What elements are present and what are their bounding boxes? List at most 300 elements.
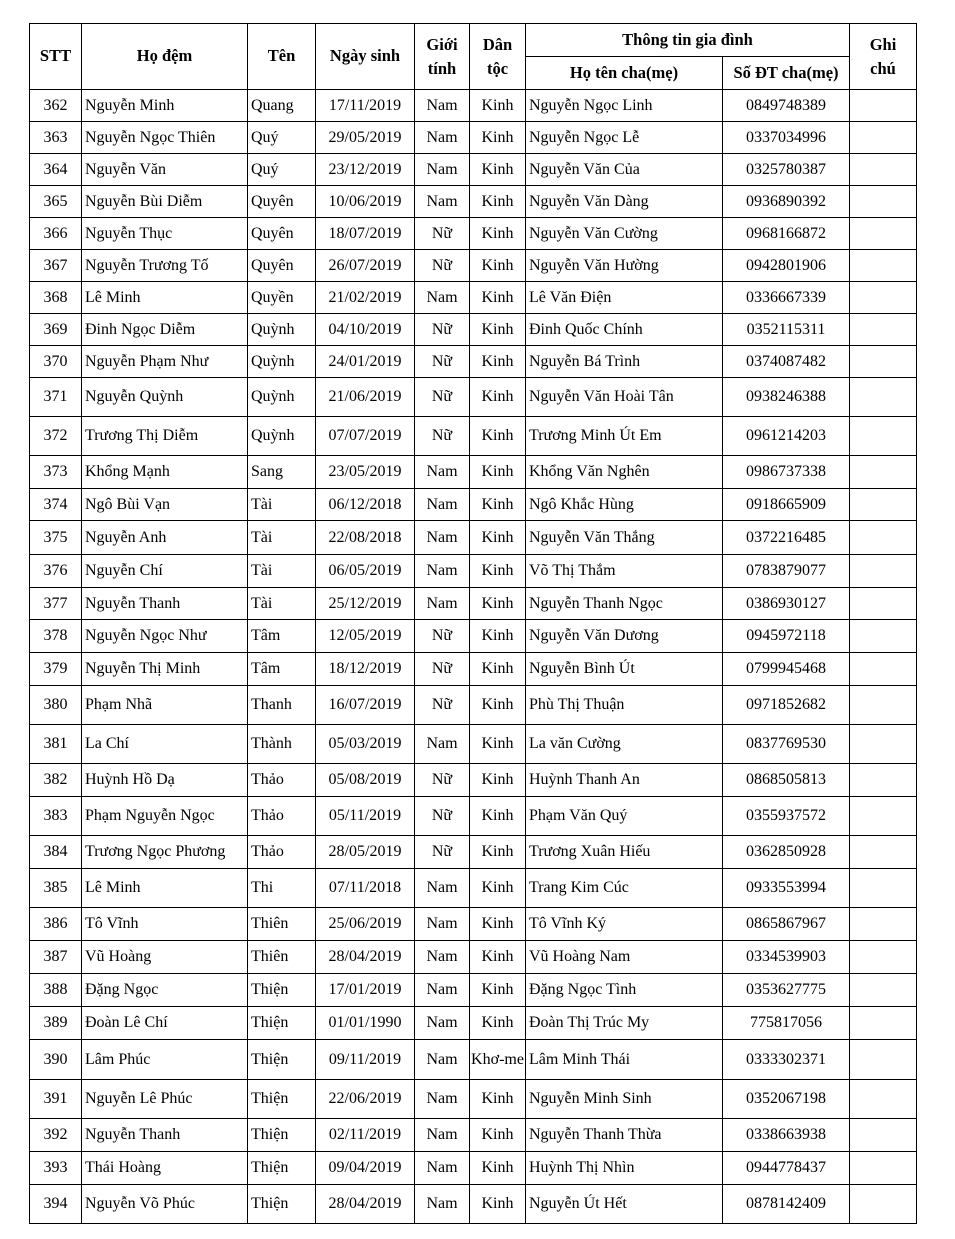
header-ghi-chu-line1: Ghi [869,34,897,54]
cell-ho-dem: Thái Hoàng [82,1152,248,1185]
cell-dan-toc: Kinh [470,489,526,521]
cell-ho-dem: Nguyễn Thanh [82,1119,248,1152]
cell-ho-dem: Lâm Phúc [82,1040,248,1080]
cell-ho-dem: Khổng Mạnh [82,456,248,489]
cell-ngay-sinh: 04/10/2019 [316,314,415,346]
cell-ghi-chu [850,686,917,725]
cell-dan-toc: Kinh [470,250,526,282]
table-row [30,456,917,489]
cell-ho-dem: Phạm Nhã [82,686,248,725]
table-row [30,250,917,282]
cell-ngay-sinh: 05/03/2019 [316,725,415,764]
cell-ho-dem: Nguyễn Chí [82,555,248,588]
cell-so-dt: 0352067198 [723,1080,850,1119]
cell-dan-toc: Khơ-me [470,1040,526,1080]
cell-ho-ten-cha-me: Phạm Văn Quý [526,797,723,836]
cell-ho-dem: Nguyễn Lê Phúc [82,1080,248,1119]
cell-ho-dem: Ngô Bùi Vạn [82,489,248,521]
cell-gioi-tinh: Nam [415,588,470,620]
cell-gioi-tinh: Nam [415,974,470,1007]
cell-ghi-chu [850,725,917,764]
header-ten: Tên [248,24,316,90]
cell-ten: Thi [248,869,316,908]
cell-ngay-sinh: 21/02/2019 [316,282,415,314]
cell-ten: Sang [248,456,316,489]
cell-ten: Tài [248,521,316,555]
cell-so-dt: 0799945468 [723,653,850,686]
cell-ten: Tâm [248,653,316,686]
table-row [30,836,917,869]
cell-ho-ten-cha-me: Trương Xuân Hiếu [526,836,723,869]
cell-stt: 389 [30,1007,82,1040]
cell-dan-toc: Kinh [470,154,526,186]
cell-ho-dem: Đinh Ngọc Diễm [82,314,248,346]
table-row [30,1185,917,1224]
cell-gioi-tinh: Nam [415,282,470,314]
cell-stt: 378 [30,620,82,653]
cell-ghi-chu [850,620,917,653]
cell-dan-toc: Kinh [470,908,526,941]
cell-stt: 380 [30,686,82,725]
cell-ngay-sinh: 22/08/2018 [316,521,415,555]
cell-ghi-chu [850,941,917,974]
cell-ghi-chu [850,836,917,869]
cell-ho-ten-cha-me: Đoàn Thị Trúc My [526,1007,723,1040]
cell-so-dt: 0338663938 [723,1119,850,1152]
table-row [30,555,917,588]
cell-ho-ten-cha-me: Huỳnh Thị Nhìn [526,1152,723,1185]
cell-stt: 366 [30,218,82,250]
cell-so-dt: 0938246388 [723,378,850,417]
cell-stt: 390 [30,1040,82,1080]
table-row [30,908,917,941]
cell-so-dt: 0878142409 [723,1185,850,1224]
cell-dan-toc: Kinh [470,836,526,869]
cell-stt: 387 [30,941,82,974]
cell-gioi-tinh: Nam [415,122,470,154]
cell-stt: 377 [30,588,82,620]
cell-ngay-sinh: 26/07/2019 [316,250,415,282]
cell-ngay-sinh: 23/12/2019 [316,154,415,186]
cell-ho-dem: Nguyễn Trương Tố [82,250,248,282]
cell-ten: Quý [248,154,316,186]
header-so-dt: Số ĐT cha(mẹ) [723,57,850,90]
cell-ghi-chu [850,218,917,250]
cell-ten: Thiện [248,1080,316,1119]
cell-ho-ten-cha-me: Nguyễn Thanh Ngọc [526,588,723,620]
cell-dan-toc: Kinh [470,1119,526,1152]
cell-ghi-chu [850,555,917,588]
cell-ho-ten-cha-me: Nguyễn Văn Dương [526,620,723,653]
cell-stt: 394 [30,1185,82,1224]
cell-so-dt: 0918665909 [723,489,850,521]
cell-gioi-tinh: Nữ [415,764,470,797]
cell-ngay-sinh: 10/06/2019 [316,186,415,218]
cell-ho-dem: Đoàn Lê Chí [82,1007,248,1040]
cell-ten: Quyên [248,218,316,250]
cell-ten: Thảo [248,836,316,869]
cell-ho-ten-cha-me: Trương Minh Út Em [526,417,723,456]
cell-ten: Quỳnh [248,346,316,378]
cell-ho-ten-cha-me: Đinh Quốc Chính [526,314,723,346]
cell-ngay-sinh: 09/11/2019 [316,1040,415,1080]
cell-ngay-sinh: 28/04/2019 [316,941,415,974]
cell-dan-toc: Kinh [470,1152,526,1185]
cell-so-dt: 0961214203 [723,417,850,456]
table-row [30,186,917,218]
cell-ghi-chu [850,90,917,122]
cell-ho-dem: Nguyễn Anh [82,521,248,555]
cell-ghi-chu [850,1185,917,1224]
cell-ho-ten-cha-me: La văn Cường [526,725,723,764]
cell-ten: Tâm [248,620,316,653]
cell-ghi-chu [850,653,917,686]
cell-dan-toc: Kinh [470,456,526,489]
cell-so-dt: 0362850928 [723,836,850,869]
cell-ngay-sinh: 02/11/2019 [316,1119,415,1152]
cell-ghi-chu [850,489,917,521]
cell-ho-dem: Nguyễn Võ Phúc [82,1185,248,1224]
cell-ho-dem: Huỳnh Hồ Dạ [82,764,248,797]
cell-so-dt: 0944778437 [723,1152,850,1185]
cell-ho-ten-cha-me: Trang Kim Cúc [526,869,723,908]
cell-ten: Thiện [248,1007,316,1040]
cell-dan-toc: Kinh [470,797,526,836]
header-ghi-chu [850,24,917,90]
cell-dan-toc: Kinh [470,186,526,218]
cell-ngay-sinh: 12/05/2019 [316,620,415,653]
cell-ten: Quyên [248,250,316,282]
cell-ten: Thảo [248,764,316,797]
cell-ten: Tài [248,555,316,588]
header-ghi-chu-line2: chú [870,58,896,78]
table-row [30,869,917,908]
cell-ho-dem: Vũ Hoàng [82,941,248,974]
cell-stt: 363 [30,122,82,154]
cell-gioi-tinh: Nam [415,456,470,489]
cell-stt: 393 [30,1152,82,1185]
cell-gioi-tinh: Nữ [415,218,470,250]
cell-stt: 372 [30,417,82,456]
cell-so-dt: 0968166872 [723,218,850,250]
cell-ghi-chu [850,1080,917,1119]
cell-so-dt: 0936890392 [723,186,850,218]
cell-ho-ten-cha-me: Võ Thị Thắm [526,555,723,588]
table-row [30,1119,917,1152]
cell-ngay-sinh: 16/07/2019 [316,686,415,725]
cell-stt: 385 [30,869,82,908]
cell-ngay-sinh: 18/12/2019 [316,653,415,686]
cell-ho-ten-cha-me: Phù Thị Thuận [526,686,723,725]
cell-dan-toc: Kinh [470,653,526,686]
cell-ten: Quỳnh [248,417,316,456]
cell-ngay-sinh: 07/11/2018 [316,869,415,908]
cell-stt: 381 [30,725,82,764]
cell-ho-dem: Nguyễn Minh [82,90,248,122]
cell-gioi-tinh: Nữ [415,620,470,653]
cell-ten: Quang [248,90,316,122]
cell-ho-ten-cha-me: Đặng Ngọc Tình [526,974,723,1007]
cell-ho-ten-cha-me: Lâm Minh Thái [526,1040,723,1080]
cell-ho-ten-cha-me: Huỳnh Thanh An [526,764,723,797]
cell-stt: 379 [30,653,82,686]
cell-stt: 384 [30,836,82,869]
table-row [30,282,917,314]
header-thong-tin-gia-dinh: Thông tin gia đình [526,24,850,57]
cell-dan-toc: Kinh [470,941,526,974]
cell-stt: 383 [30,797,82,836]
cell-dan-toc: Kinh [470,314,526,346]
cell-so-dt: 0353627775 [723,974,850,1007]
cell-so-dt: 0942801906 [723,250,850,282]
cell-ghi-chu [850,314,917,346]
cell-ho-ten-cha-me: Nguyễn Minh Sinh [526,1080,723,1119]
cell-dan-toc: Kinh [470,90,526,122]
cell-ngay-sinh: 23/05/2019 [316,456,415,489]
table-row [30,725,917,764]
cell-ho-ten-cha-me: Nguyễn Bình Út [526,653,723,686]
cell-gioi-tinh: Nữ [415,250,470,282]
cell-ho-ten-cha-me: Nguyễn Ngọc Linh [526,90,723,122]
cell-ho-dem: Lê Minh [82,869,248,908]
cell-ghi-chu [850,456,917,489]
table-row [30,346,917,378]
cell-ngay-sinh: 17/11/2019 [316,90,415,122]
cell-gioi-tinh: Nam [415,1007,470,1040]
cell-ghi-chu [850,869,917,908]
cell-ngay-sinh: 17/01/2019 [316,974,415,1007]
table-row [30,122,917,154]
cell-ngay-sinh: 25/12/2019 [316,588,415,620]
cell-ngay-sinh: 06/12/2018 [316,489,415,521]
cell-so-dt: 0333302371 [723,1040,850,1080]
table-row [30,489,917,521]
cell-gioi-tinh: Nam [415,489,470,521]
cell-ten: Quyền [248,282,316,314]
cell-ho-ten-cha-me: Vũ Hoàng Nam [526,941,723,974]
cell-ngay-sinh: 21/06/2019 [316,378,415,417]
cell-so-dt: 0336667339 [723,282,850,314]
cell-ngay-sinh: 05/11/2019 [316,797,415,836]
cell-stt: 370 [30,346,82,378]
cell-stt: 386 [30,908,82,941]
cell-gioi-tinh: Nam [415,1080,470,1119]
cell-gioi-tinh: Nữ [415,346,470,378]
cell-ghi-chu [850,1007,917,1040]
cell-stt: 376 [30,555,82,588]
cell-ngay-sinh: 29/05/2019 [316,122,415,154]
cell-gioi-tinh: Nữ [415,378,470,417]
cell-dan-toc: Kinh [470,555,526,588]
header-ngay-sinh: Ngày sinh [316,24,415,90]
cell-gioi-tinh: Nữ [415,836,470,869]
cell-ghi-chu [850,378,917,417]
cell-ho-ten-cha-me: Nguyễn Văn Dàng [526,186,723,218]
cell-ho-dem: Nguyễn Quỳnh [82,378,248,417]
table-row [30,764,917,797]
cell-so-dt: 0837769530 [723,725,850,764]
header-stt: STT [30,24,82,90]
cell-gioi-tinh: Nam [415,154,470,186]
cell-ngay-sinh: 28/04/2019 [316,1185,415,1224]
cell-ten: Tài [248,489,316,521]
cell-ghi-chu [850,764,917,797]
cell-ho-dem: Trương Thị Diễm [82,417,248,456]
cell-ten: Thanh [248,686,316,725]
cell-ghi-chu [850,1119,917,1152]
cell-ho-ten-cha-me: Nguyễn Ngọc Lễ [526,122,723,154]
cell-stt: 392 [30,1119,82,1152]
cell-ngay-sinh: 25/06/2019 [316,908,415,941]
cell-stt: 375 [30,521,82,555]
cell-ghi-chu [850,908,917,941]
cell-dan-toc: Kinh [470,1007,526,1040]
cell-ho-ten-cha-me: Khổng Văn Nghên [526,456,723,489]
header-gioi-tinh [415,24,470,90]
cell-dan-toc: Kinh [470,417,526,456]
cell-so-dt: 0868505813 [723,764,850,797]
cell-ngay-sinh: 28/05/2019 [316,836,415,869]
table-row [30,1152,917,1185]
cell-gioi-tinh: Nữ [415,653,470,686]
cell-gioi-tinh: Nam [415,1119,470,1152]
cell-ghi-chu [850,1040,917,1080]
cell-ho-ten-cha-me: Nguyễn Văn Hường [526,250,723,282]
cell-ghi-chu [850,346,917,378]
cell-so-dt: 0337034996 [723,122,850,154]
cell-ho-ten-cha-me: Ngô Khắc Hùng [526,489,723,521]
cell-ten: Thiện [248,1040,316,1080]
cell-dan-toc: Kinh [470,725,526,764]
cell-ghi-chu [850,974,917,1007]
cell-ngay-sinh: 07/07/2019 [316,417,415,456]
cell-stt: 382 [30,764,82,797]
cell-ten: Tài [248,588,316,620]
cell-so-dt: 0933553994 [723,869,850,908]
table-row [30,588,917,620]
cell-so-dt: 0325780387 [723,154,850,186]
table-row [30,521,917,555]
cell-dan-toc: Kinh [470,218,526,250]
table-row [30,218,917,250]
cell-ho-ten-cha-me: Nguyễn Văn Thắng [526,521,723,555]
cell-ho-dem: Nguyễn Ngọc Thiên [82,122,248,154]
cell-dan-toc: Kinh [470,764,526,797]
cell-ngay-sinh: 18/07/2019 [316,218,415,250]
table-row [30,686,917,725]
table-row [30,653,917,686]
cell-so-dt: 0783879077 [723,555,850,588]
table-row [30,417,917,456]
cell-ghi-chu [850,521,917,555]
cell-so-dt: 0334539903 [723,941,850,974]
cell-gioi-tinh: Nam [415,908,470,941]
cell-stt: 368 [30,282,82,314]
cell-ho-ten-cha-me: Nguyễn Út Hết [526,1185,723,1224]
cell-ngay-sinh: 24/01/2019 [316,346,415,378]
cell-ghi-chu [850,1152,917,1185]
header-dan-toc-line1: Dân [482,34,513,54]
cell-ho-ten-cha-me: Tô Vĩnh Ký [526,908,723,941]
cell-dan-toc: Kinh [470,1080,526,1119]
cell-ghi-chu [850,588,917,620]
cell-dan-toc: Kinh [470,620,526,653]
cell-stt: 371 [30,378,82,417]
table-row [30,1040,917,1080]
table-row [30,974,917,1007]
table-row [30,1007,917,1040]
cell-ten: Thiên [248,908,316,941]
header-ho-ten-cha-me: Họ tên cha(mẹ) [526,57,723,90]
cell-ho-dem: Nguyễn Thị Minh [82,653,248,686]
cell-ho-dem: Nguyễn Văn [82,154,248,186]
table-row [30,1080,917,1119]
cell-ten: Quyên [248,186,316,218]
cell-ho-ten-cha-me: Lê Văn Điện [526,282,723,314]
cell-dan-toc: Kinh [470,1185,526,1224]
cell-dan-toc: Kinh [470,122,526,154]
cell-ten: Thiên [248,941,316,974]
cell-so-dt: 0945972118 [723,620,850,653]
cell-stt: 369 [30,314,82,346]
cell-ho-dem: Lê Minh [82,282,248,314]
cell-dan-toc: Kinh [470,346,526,378]
cell-ghi-chu [850,122,917,154]
cell-ho-ten-cha-me: Nguyễn Văn Hoài Tân [526,378,723,417]
cell-ho-dem: Nguyễn Phạm Như [82,346,248,378]
cell-ten: Thảo [248,797,316,836]
table-row [30,90,917,122]
cell-so-dt: 0352115311 [723,314,850,346]
cell-gioi-tinh: Nam [415,1185,470,1224]
cell-gioi-tinh: Nam [415,1040,470,1080]
cell-ghi-chu [850,186,917,218]
cell-stt: 391 [30,1080,82,1119]
cell-ho-dem: Phạm Nguyễn Ngọc [82,797,248,836]
cell-ho-dem: Nguyễn Thanh [82,588,248,620]
cell-dan-toc: Kinh [470,521,526,555]
cell-ho-dem: Đặng Ngọc [82,974,248,1007]
cell-so-dt: 0386930127 [723,588,850,620]
cell-ghi-chu [850,797,917,836]
table-row [30,314,917,346]
cell-ten: Quỳnh [248,314,316,346]
student-table [29,23,917,1224]
cell-dan-toc: Kinh [470,974,526,1007]
header-ho-dem: Họ đệm [82,24,248,90]
cell-dan-toc: Kinh [470,869,526,908]
cell-gioi-tinh: Nữ [415,686,470,725]
cell-ten: Thành [248,725,316,764]
table-body [30,90,917,1224]
cell-stt: 373 [30,456,82,489]
header-dan-toc [470,24,526,90]
cell-stt: 374 [30,489,82,521]
cell-gioi-tinh: Nam [415,725,470,764]
cell-gioi-tinh: Nam [415,521,470,555]
cell-ngay-sinh: 01/01/1990 [316,1007,415,1040]
cell-gioi-tinh: Nam [415,555,470,588]
table-header [30,24,917,90]
cell-stt: 367 [30,250,82,282]
cell-dan-toc: Kinh [470,378,526,417]
cell-ngay-sinh: 09/04/2019 [316,1152,415,1185]
cell-ho-ten-cha-me: Nguyễn Văn Của [526,154,723,186]
cell-stt: 388 [30,974,82,1007]
cell-ngay-sinh: 06/05/2019 [316,555,415,588]
cell-ghi-chu [850,282,917,314]
student-list-sheet [29,23,917,1224]
